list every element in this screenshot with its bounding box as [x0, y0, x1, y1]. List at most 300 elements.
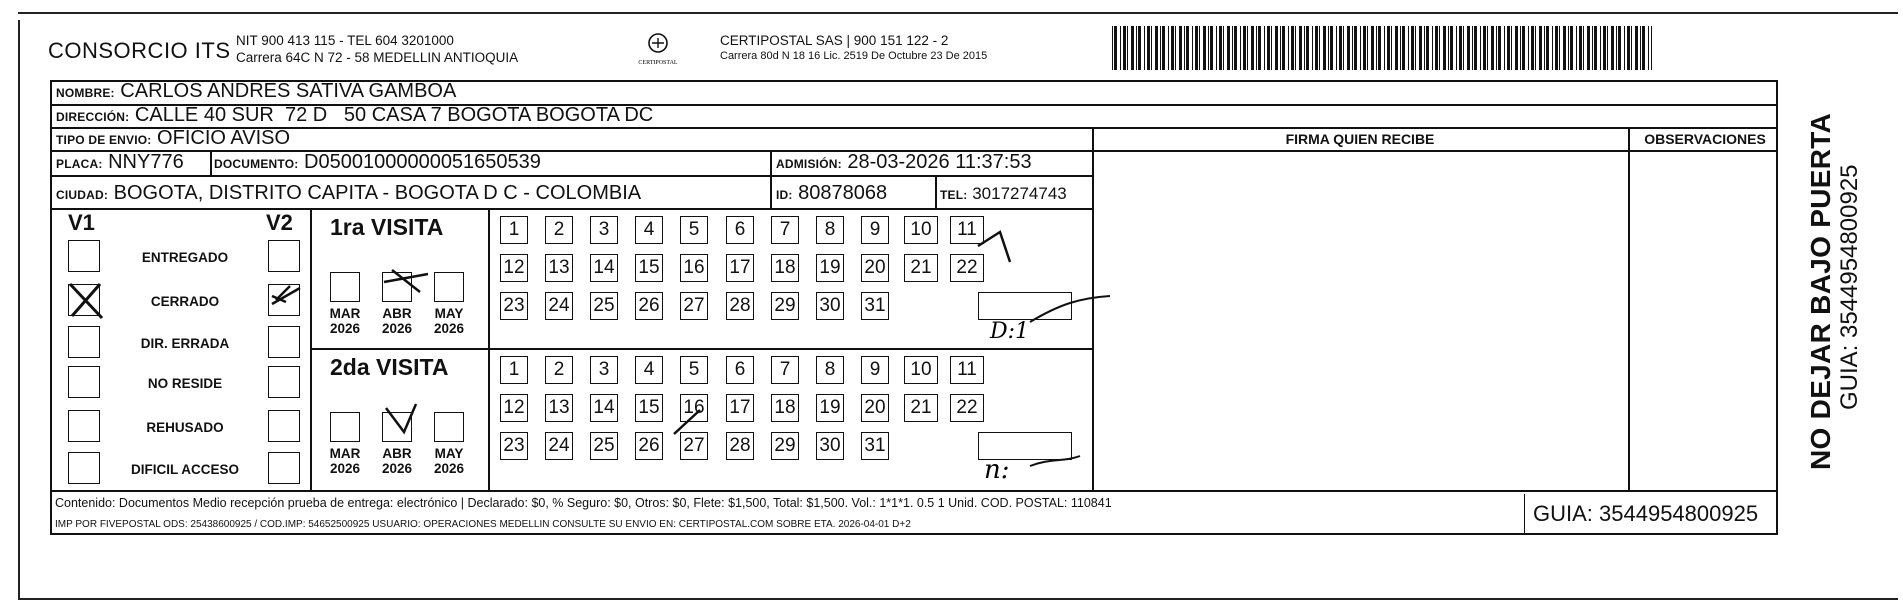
visit1-day-box[interactable]: 2: [545, 216, 573, 244]
barcode-bar: [1648, 26, 1649, 70]
direccion-label: DIRECCIÓN:: [56, 110, 130, 124]
visit1-day-box[interactable]: 10: [904, 216, 938, 244]
visit2-month-year: 2026: [381, 461, 413, 476]
barcode-bar: [1600, 26, 1601, 70]
barcode-bar: [1576, 26, 1577, 70]
barcode-bar: [1144, 26, 1145, 70]
nombre-label: NOMBRE:: [56, 86, 115, 100]
v1-checkbox[interactable]: [68, 452, 100, 484]
visit2-day-box[interactable]: 26: [635, 432, 663, 460]
barcode-bar: [1347, 26, 1350, 70]
visit2-day-box[interactable]: 1: [500, 356, 528, 384]
barcode-bar: [1232, 26, 1233, 70]
visit1-month-year: 2026: [381, 321, 413, 336]
divider: [1092, 127, 1094, 490]
page-frame-left: [18, 20, 20, 600]
visit1-day-box[interactable]: 4: [635, 216, 663, 244]
visit1-day-box[interactable]: 11: [950, 216, 984, 244]
barcode-bar: [1408, 26, 1409, 70]
barcode-bar: [1123, 26, 1126, 70]
v2-checkbox[interactable]: [268, 452, 300, 484]
barcode-bar: [1496, 26, 1497, 70]
visit1-month-label: [426, 306, 472, 336]
visit2-month-checkbox[interactable]: [382, 412, 412, 442]
barcode-bar: [1352, 26, 1353, 70]
visit2-day-box[interactable]: 21: [904, 394, 938, 422]
visit1-day-box[interactable]: 18: [771, 254, 799, 282]
v2-checkbox[interactable]: [268, 240, 300, 272]
barcode-bar: [1387, 26, 1390, 70]
visit1-day-box[interactable]: 27: [680, 292, 708, 320]
barcode-bar: [1160, 26, 1161, 70]
barcode-bar: [1555, 26, 1558, 70]
status-label: CERRADO: [150, 294, 220, 309]
barcode-bar: [1219, 26, 1222, 70]
barcode-bar: [1570, 26, 1573, 70]
no-dejar-warning: NO DEJAR BAJO PUERTA: [1805, 112, 1836, 470]
barcode-bar: [1376, 26, 1377, 70]
barcode-bar: [1112, 26, 1113, 70]
divider: [935, 175, 937, 208]
visit1-day-box[interactable]: 7: [771, 216, 799, 244]
barcode-bar: [1256, 26, 1257, 70]
company-name: CONSORCIO ITS: [48, 38, 231, 63]
barcode-bar: [1343, 26, 1344, 70]
barcode-bar: [1151, 26, 1152, 70]
barcode-bar: [1147, 26, 1150, 70]
firma-label: FIRMA QUIEN RECIBE: [1285, 131, 1435, 147]
tel-value: 3017274743: [972, 184, 1067, 203]
tipo-label: TIPO DE ENVIO:: [56, 133, 152, 147]
visit1-month-year: 2026: [329, 321, 361, 336]
barcode-bar: [1179, 26, 1182, 70]
barcode-bar: [1304, 26, 1305, 70]
barcode-bar: [1467, 26, 1470, 70]
barcode-bar: [1306, 26, 1309, 70]
barcode-bar: [1155, 26, 1158, 70]
visit2-day-box[interactable]: 30: [816, 432, 844, 460]
barcode-bar: [1439, 26, 1440, 70]
barcode-bar: [1282, 26, 1285, 70]
visit1-title: 1ra VISITA: [330, 214, 444, 240]
visit1-day-box[interactable]: 31: [861, 292, 889, 320]
admision-value: 28-03-2026 11:37:53: [847, 151, 1032, 173]
visit1-note-box[interactable]: [978, 292, 1072, 320]
nombre-row: [56, 80, 456, 103]
v2-checkbox[interactable]: [268, 366, 300, 398]
visit1-day-box[interactable]: 3: [590, 216, 618, 244]
visit2-day-box[interactable]: 12: [500, 394, 528, 422]
barcode-bar: [1651, 26, 1652, 70]
visit1-month-name: MAR: [329, 306, 361, 321]
visit2-day-box[interactable]: 5: [680, 356, 708, 384]
barcode-bar: [1378, 26, 1381, 70]
visit1-day-box[interactable]: 21: [904, 254, 938, 282]
barcode-bar: [1531, 26, 1534, 70]
barcode-bar: [1258, 26, 1261, 70]
barcode-bar: [1328, 26, 1329, 70]
visit2-month-checkbox[interactable]: [330, 412, 360, 442]
v1-checkbox[interactable]: [68, 284, 100, 316]
footer-contents: Contenido: Documentos Medio recepción prueba de entrega: electrónico | Declarado: $0, % Seguro: $0, Otros: $0, Flete: $1,500, Total: $1,500. Vol.: 1*1*1. 0.5 1 Unid. COD. POSTAL: 110841: [55, 496, 1112, 510]
admision-label: ADMISIÓN:: [776, 157, 842, 171]
barcode-bar: [1280, 26, 1281, 70]
visit1-day-box[interactable]: 29: [771, 292, 799, 320]
visit2-day-box[interactable]: 3: [590, 356, 618, 384]
visit2-day-box[interactable]: 4: [635, 356, 663, 384]
visit2-day-box[interactable]: 28: [726, 432, 754, 460]
v1-label: V1: [68, 210, 95, 235]
barcode-bar: [1271, 26, 1272, 70]
barcode-bar: [1456, 26, 1457, 70]
barcode-bar: [1594, 26, 1597, 70]
barcode-bar: [1312, 26, 1313, 70]
barcode-bar: [1395, 26, 1398, 70]
barcode-bar: [1288, 26, 1289, 70]
barcode-bar: [1199, 26, 1200, 70]
visit1-month-name: ABR: [382, 306, 412, 321]
visit2-month-name: MAY: [434, 446, 464, 461]
visit2-day-box[interactable]: 15: [635, 394, 663, 422]
guia-number: GUIA: 3544954800925: [1524, 494, 1774, 534]
visit2-month-name: ABR: [382, 446, 412, 461]
visit1-month-name: MAY: [434, 306, 464, 321]
visit1-day-box[interactable]: 9: [861, 216, 889, 244]
id-value: 80878068: [798, 182, 888, 204]
v2-checkbox[interactable]: [268, 410, 300, 442]
barcode-bar: [1568, 26, 1569, 70]
barcode-bar: [1432, 26, 1433, 70]
barcode-bar: [1463, 26, 1464, 70]
nombre-value: CARLOS ANDRES SATIVA GAMBOA: [120, 80, 457, 102]
divider: [50, 127, 1778, 129]
barcode-bar: [1546, 26, 1549, 70]
v2-checkbox[interactable]: [268, 326, 300, 358]
visit2-day-box[interactable]: 11: [950, 356, 984, 384]
barcode-bar: [1243, 26, 1246, 70]
visit1-day-box[interactable]: 5: [680, 216, 708, 244]
visit1-day-box[interactable]: 13: [545, 254, 573, 282]
barcode-bar: [1579, 26, 1582, 70]
visit2-day-box[interactable]: 27: [680, 432, 708, 460]
certipostal-logo-icon: [632, 30, 684, 72]
visit1-day-box[interactable]: 19: [816, 254, 844, 282]
barcode-bar: [1583, 26, 1584, 70]
barcode-bar: [1319, 26, 1320, 70]
direccion-row: [56, 104, 653, 127]
visit1-month-checkbox[interactable]: [382, 272, 412, 302]
visit2-day-box[interactable]: 6: [726, 356, 754, 384]
placa-label: PLACA:: [56, 157, 103, 171]
barcode-bar: [1363, 26, 1366, 70]
documento-row: [214, 151, 541, 174]
visit1-day-box[interactable]: 24: [545, 292, 573, 320]
barcode-bar: [1607, 26, 1608, 70]
placa-row: [56, 151, 184, 174]
visit2-handwritten: n:: [984, 455, 1010, 485]
visit2-day-box[interactable]: 14: [590, 394, 618, 422]
v2-label: V2: [266, 210, 293, 235]
barcode-bar: [1162, 26, 1165, 70]
barcode-bar: [1195, 26, 1198, 70]
visit1-day-box[interactable]: 15: [635, 254, 663, 282]
visit2-day-box[interactable]: 19: [816, 394, 844, 422]
barcode-bar: [1371, 26, 1374, 70]
barcode-bar: [1367, 26, 1368, 70]
side-guia-number: GUIA: 3544954800925: [1836, 164, 1863, 410]
page-frame-top: [18, 12, 1898, 14]
barcode-bar: [1391, 26, 1392, 70]
barcode-bar: [1642, 26, 1645, 70]
barcode-bar: [1618, 26, 1621, 70]
visit1-month-year: 2026: [433, 321, 465, 336]
barcode-bar: [1491, 26, 1494, 70]
visit2-day-box[interactable]: 9: [861, 356, 889, 384]
visit2-month-checkbox[interactable]: [434, 412, 464, 442]
barcode-bar: [1426, 26, 1429, 70]
visit2-day-box[interactable]: 7: [771, 356, 799, 384]
barcode-bar: [1216, 26, 1217, 70]
visit1-day-box[interactable]: 20: [861, 254, 889, 282]
visit2-day-box[interactable]: 20: [861, 394, 889, 422]
barcode-bar: [1627, 26, 1630, 70]
divider: [1628, 127, 1630, 490]
barcode-bar: [1267, 26, 1270, 70]
visit2-day-box[interactable]: 10: [904, 356, 938, 384]
barcode-bar: [1544, 26, 1545, 70]
divider: [770, 150, 772, 208]
visit1-day-box[interactable]: 14: [590, 254, 618, 282]
visit2-month-label: [374, 446, 420, 476]
visit1-day-box[interactable]: 12: [500, 254, 528, 282]
visit2-month-name: MAR: [329, 446, 361, 461]
barcode-bar: [1616, 26, 1617, 70]
barcode-bar: [1474, 26, 1477, 70]
barcode-bar: [1171, 26, 1174, 70]
barcode-bar: [1247, 26, 1248, 70]
divider: [50, 490, 1778, 492]
barcode-bar: [1136, 26, 1137, 70]
visit2-title: 2da VISITA: [330, 354, 449, 380]
barcode-bar: [1354, 26, 1357, 70]
barcode-bar: [1402, 26, 1405, 70]
tipo-value: OFICIO AVISO: [157, 127, 291, 149]
divider: [310, 348, 1092, 350]
barcode-bar: [1192, 26, 1193, 70]
barcode-bar: [1511, 26, 1512, 70]
visit1-month-label: [374, 306, 420, 336]
barcode-bar: [1203, 26, 1206, 70]
barcode-bar: [1339, 26, 1342, 70]
barcode-bar: [1563, 26, 1566, 70]
v1-checkbox[interactable]: [68, 326, 100, 358]
v1-checkbox[interactable]: [68, 240, 100, 272]
visit2-day-box[interactable]: 25: [590, 432, 618, 460]
visit2-day-box[interactable]: 31: [861, 432, 889, 460]
barcode-bar: [1210, 26, 1213, 70]
visit1-day-box[interactable]: 30: [816, 292, 844, 320]
ciudad-label: CIUDAD:: [56, 188, 109, 202]
barcode-bar: [1131, 26, 1134, 70]
logo-text: CERTIPOSTAL: [638, 60, 678, 66]
barcode-bar: [1528, 26, 1529, 70]
barcode-bar: [1415, 26, 1416, 70]
barcode-bar: [1114, 26, 1117, 70]
barcode-bar: [1498, 26, 1501, 70]
visit2-day-box[interactable]: 24: [545, 432, 573, 460]
visit1-day-box[interactable]: 17: [726, 254, 754, 282]
visit2-month-year: 2026: [329, 461, 361, 476]
barcode-bar: [1624, 26, 1625, 70]
documento-value: D05001000000051650539: [304, 151, 541, 173]
barcode-bar: [1640, 26, 1641, 70]
barcode-bar: [1291, 26, 1294, 70]
divider: [50, 208, 1092, 210]
v1-checkbox[interactable]: [68, 366, 100, 398]
barcode-bar: [1240, 26, 1241, 70]
barcode-bar: [1459, 26, 1462, 70]
barcode-bar: [1336, 26, 1337, 70]
visit2-day-box[interactable]: 29: [771, 432, 799, 460]
visit1-handwritten: D:1: [990, 319, 1030, 344]
admision-row: [776, 151, 1032, 174]
barcode-bar: [1480, 26, 1481, 70]
visit1-day-box[interactable]: 28: [726, 292, 754, 320]
certipostal-license: Carrera 80d N 18 16 Lic. 2519 De Octubre 23 De 2015: [720, 50, 988, 62]
barcode-bar: [1184, 26, 1185, 70]
barcode-bar: [1435, 26, 1438, 70]
barcode-bar: [1186, 26, 1189, 70]
visit2-note-box[interactable]: [978, 432, 1072, 460]
visit2-day-box[interactable]: 2: [545, 356, 573, 384]
barcode-bar: [1520, 26, 1521, 70]
barcode-bar: [1515, 26, 1518, 70]
placa-value: NNY776: [108, 151, 184, 173]
barcode-bar: [1448, 26, 1449, 70]
tel-row: [940, 184, 1067, 204]
ciudad-value: BOGOTA, DISTRITO CAPITA - BOGOTA D C - COLOMBIA: [113, 182, 642, 204]
documento-label: DOCUMENTO:: [214, 157, 299, 171]
barcode-bar: [1330, 26, 1333, 70]
id-row: [776, 182, 887, 205]
barcode-bar: [1592, 26, 1593, 70]
visit1-day-box[interactable]: 26: [635, 292, 663, 320]
barcode-bar: [1611, 26, 1614, 70]
v1-checkbox[interactable]: [68, 410, 100, 442]
divider: [210, 150, 212, 175]
direccion-value: CALLE 40 SUR 72 D 50 CASA 7 BOGOTA BOGOTA DC: [134, 104, 654, 126]
barcode-bar: [1127, 26, 1128, 70]
barcode-bar: [1251, 26, 1254, 70]
visit1-day-box[interactable]: 22: [950, 254, 984, 282]
barcode-bar: [1419, 26, 1422, 70]
visit2-day-box[interactable]: 22: [950, 394, 984, 422]
v2-checkbox[interactable]: [268, 284, 300, 316]
barcode: [1112, 26, 1652, 70]
ciudad-row: [56, 182, 641, 205]
barcode-bar: [1138, 26, 1141, 70]
status-label: NO RESIDE: [147, 376, 223, 391]
visit2-day-box[interactable]: 18: [771, 394, 799, 422]
tipo-row: [56, 127, 290, 150]
observaciones-label: OBSERVACIONES: [1644, 131, 1766, 147]
barcode-bar: [1360, 26, 1361, 70]
barcode-bar: [1472, 26, 1473, 70]
barcode-bar: [1522, 26, 1525, 70]
barcode-bar: [1315, 26, 1318, 70]
barcode-bar: [1234, 26, 1237, 70]
barcode-bar: [1631, 26, 1632, 70]
visit1-day-box[interactable]: 25: [590, 292, 618, 320]
barcode-bar: [1299, 26, 1302, 70]
barcode-bar: [1424, 26, 1425, 70]
barcode-bar: [1323, 26, 1326, 70]
tel-label: TEL:: [940, 188, 968, 202]
visit2-day-box[interactable]: 16: [680, 394, 708, 422]
visit2-day-box[interactable]: 23: [500, 432, 528, 460]
visit2-month-label: [322, 446, 368, 476]
status-label: REHUSADO: [146, 420, 224, 435]
barcode-bar: [1587, 26, 1590, 70]
barcode-bar: [1559, 26, 1560, 70]
barcode-bar: [1384, 26, 1385, 70]
barcode-bar: [1552, 26, 1553, 70]
barcode-bar: [1483, 26, 1486, 70]
visit2-month-label: [426, 446, 472, 476]
visit1-month-checkbox[interactable]: [330, 272, 360, 302]
barcode-bar: [1208, 26, 1209, 70]
barcode-bar: [1603, 26, 1606, 70]
address-line: Carrera 64C N 72 - 58 MEDELLIN ANTIOQUIA: [236, 50, 519, 65]
id-label: ID:: [776, 188, 793, 202]
visit2-month-year: 2026: [433, 461, 465, 476]
visit1-day-box[interactable]: 1: [500, 216, 528, 244]
barcode-bar: [1295, 26, 1296, 70]
barcode-bar: [1507, 26, 1510, 70]
visit1-day-box[interactable]: 8: [816, 216, 844, 244]
barcode-bar: [1535, 26, 1536, 70]
barcode-bar: [1227, 26, 1230, 70]
visit1-month-checkbox[interactable]: [434, 272, 464, 302]
visit1-month-label: [322, 306, 368, 336]
status-label: DIFICIL ACCESO: [130, 462, 239, 477]
barcode-bar: [1264, 26, 1265, 70]
status-label: DIR. ERRADA: [140, 336, 230, 351]
barcode-bar: [1275, 26, 1278, 70]
barcode-bar: [1635, 26, 1638, 70]
barcode-bar: [1504, 26, 1505, 70]
barcode-bar: [1168, 26, 1169, 70]
barcode-bar: [1120, 26, 1121, 70]
barcode-bar: [1400, 26, 1401, 70]
visit2-day-box[interactable]: 8: [816, 356, 844, 384]
visit1-day-box[interactable]: 6: [726, 216, 754, 244]
visit1-day-box[interactable]: 23: [500, 292, 528, 320]
visit2-day-box[interactable]: 17: [726, 394, 754, 422]
status-label: ENTREGADO: [141, 250, 229, 265]
barcode-bar: [1175, 26, 1176, 70]
barcode-bar: [1539, 26, 1542, 70]
barcode-bar: [1443, 26, 1446, 70]
certipostal-line: CERTIPOSTAL SAS | 900 151 122 - 2: [720, 33, 949, 48]
barcode-bar: [1411, 26, 1414, 70]
barcode-bar: [1223, 26, 1224, 70]
barcode-bar: [1450, 26, 1453, 70]
visit1-day-box[interactable]: 16: [680, 254, 708, 282]
page-frame-bottom: [18, 598, 1898, 600]
visit2-day-box[interactable]: 13: [545, 394, 573, 422]
footer-print-info: IMP POR FIVEPOSTAL ODS: 25438600925 / COD.IMP: 54652500925 USUARIO: OPERACIONES MEDELLIN CONSULTE SU ENVIO EN: CERTIPOSTAL.COM SOBRE ETA. 2026-04-01 D+2: [55, 519, 911, 530]
